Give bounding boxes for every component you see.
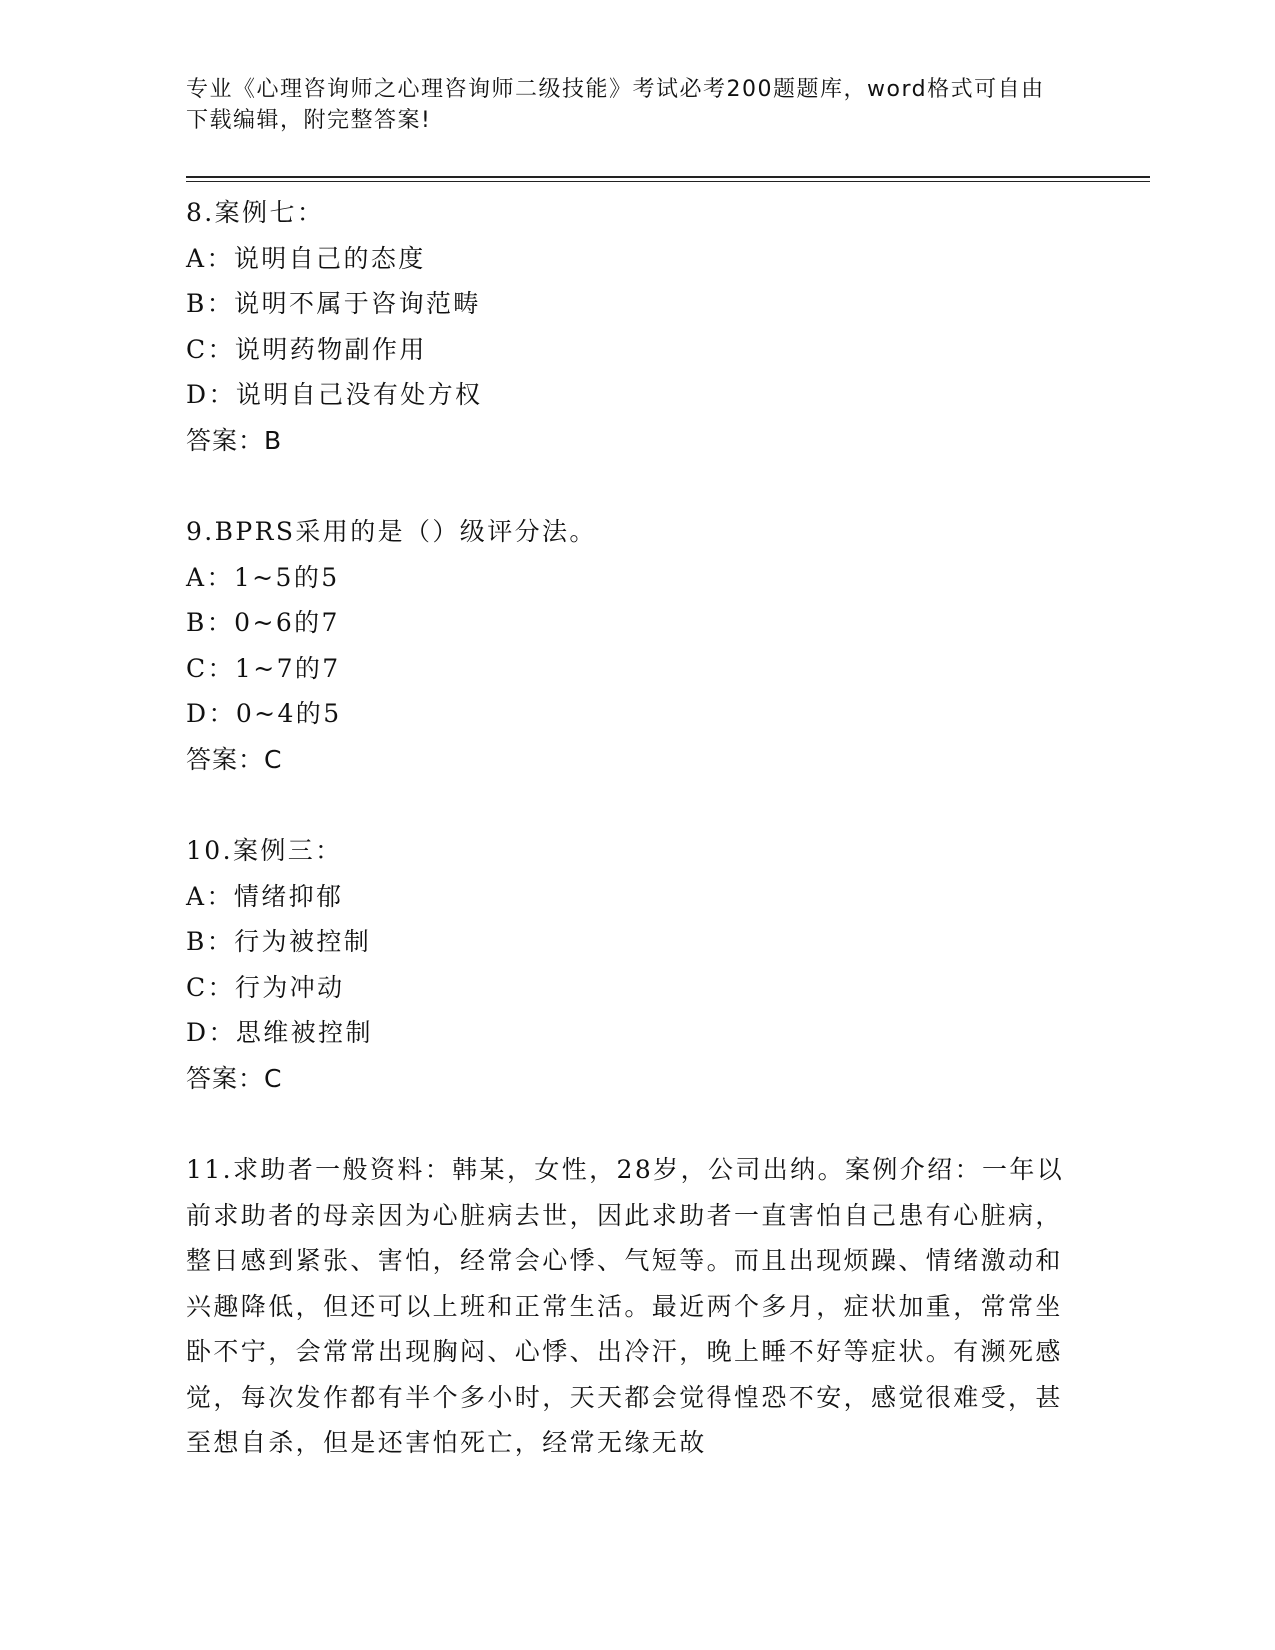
question-8 [186, 190, 1086, 463]
question-stem: 10.案例三： [186, 836, 343, 865]
option-d: D：说明自己没有处方权 [186, 380, 483, 409]
spacer [186, 463, 1086, 509]
question-stem: 8.案例七： [186, 198, 325, 227]
option-c: C：1~7的7 [186, 653, 341, 683]
option-b: B：0~6的7 [186, 608, 340, 637]
answer-line: 答案：C [186, 1063, 283, 1093]
option-c: C：说明药物副作用 [186, 334, 427, 364]
option-a: A：1~5的5 [186, 562, 340, 592]
option-a: A：说明自己的态度 [186, 243, 426, 273]
header-divider-thick [186, 176, 1150, 178]
question-10 [186, 828, 1086, 1101]
spacer [186, 782, 1086, 828]
header-note: 专业《心理咨询师之心理咨询师二级技能》考试必考200题题库，word格式可自由下载编辑，附完整答案! [186, 77, 1045, 133]
option-b: B：说明不属于咨询范畴 [186, 289, 481, 318]
spacer [186, 1101, 1086, 1147]
header-divider-thin [186, 181, 1150, 182]
option-d: D：0~4的5 [186, 699, 342, 728]
question-list [186, 190, 1086, 1466]
option-d: D：思维被控制 [186, 1018, 373, 1047]
option-c: C：行为冲动 [186, 972, 345, 1002]
question-11-case-text: 11.求助者一般资料：韩某，女性，28岁，公司出纳。案例介绍：一年以前求助者的母亲因为心脏病去世，因此求助者一直害怕自己患有心脏病，整日感到紧张、害怕，经常会心悸、气短等。而且出现烦躁、情绪激动和兴趣降低，但还可以上班和正常生活。最近两个多月，症状加重，常常坐卧不宁，会常常出现胸闷、心悸、出冷汗，晚上睡不好等症状。有濒死感觉，每次发作都有半个多小时，天天都会觉得惶恐不安，感觉很难受，甚至想自杀，但是还害怕死亡，经常无缘无故 [186, 1155, 1065, 1457]
option-b: B：行为被控制 [186, 927, 372, 956]
question-stem: 9.BPRS采用的是（）级评分法。 [186, 517, 597, 546]
option-a: A：情绪抑郁 [186, 881, 344, 911]
question-9 [186, 509, 1086, 782]
answer-line: 答案：B [186, 425, 283, 455]
answer-line: 答案：C [186, 744, 283, 774]
